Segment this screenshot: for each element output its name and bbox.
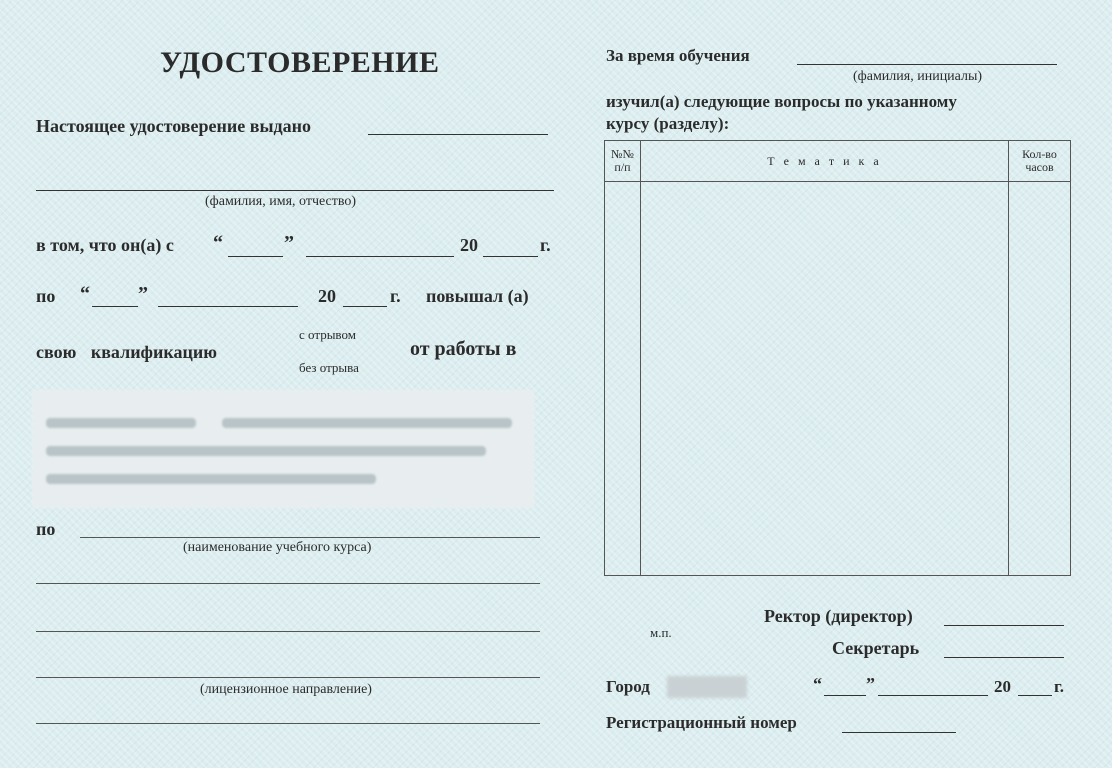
city-label: Город [606, 677, 650, 696]
col-topic-label: Т е м а т и к а [767, 153, 882, 168]
improved-label: повышал (а) [426, 286, 529, 306]
from-year-prefix: 20 [460, 235, 478, 255]
date-year-line[interactable] [1018, 695, 1052, 696]
issued-to-line[interactable] [368, 134, 548, 135]
rector-label: Ректор (директор) [764, 606, 913, 626]
topics-table [604, 140, 1071, 576]
without-leave-option[interactable]: без отрыва [299, 360, 359, 375]
course-line[interactable] [80, 537, 540, 538]
qualification-label: свою квалификацию [36, 342, 217, 362]
topics-header-row [605, 141, 1071, 182]
from-year-suffix: г. [540, 235, 551, 255]
to-prefix: по [36, 286, 56, 306]
from-year-line[interactable] [483, 256, 538, 257]
from-quote-close: ” [284, 232, 294, 254]
to-month-line[interactable] [158, 306, 298, 307]
from-month-line[interactable] [306, 256, 454, 257]
studied-line-2: курсу (разделу): [606, 114, 730, 133]
certificate-title: УДОСТОВЕРЕНИЕ [160, 46, 440, 79]
reg-number-label: Регистрационный номер [606, 713, 797, 732]
table-row[interactable] [605, 182, 1071, 576]
secretary-signature-line[interactable] [944, 657, 1064, 658]
with-leave-option[interactable]: с отрывом [299, 327, 356, 342]
to-quote-open: “ [80, 283, 90, 305]
course-prefix: по [36, 519, 56, 539]
to-year-suffix: г. [390, 286, 401, 306]
course-line-3[interactable] [36, 631, 540, 632]
col-hours-header: Кол-во часов [1009, 141, 1071, 182]
from-day-line[interactable] [228, 256, 283, 257]
topic-cell[interactable] [641, 182, 1009, 576]
reg-number-line[interactable] [842, 732, 956, 733]
from-quote-open: “ [213, 232, 223, 254]
to-year-prefix: 20 [318, 286, 336, 306]
hours-cell[interactable] [1009, 182, 1071, 576]
date-month-line[interactable] [878, 695, 988, 696]
fio-line[interactable] [36, 190, 554, 191]
date-quote-open: “ [813, 674, 822, 694]
date-year-suffix: г. [1054, 677, 1065, 696]
to-day-line[interactable] [92, 306, 138, 307]
study-label: За время обучения [606, 46, 750, 65]
initials-caption: (фамилия, инициалы) [853, 69, 983, 84]
redacted-organization [32, 390, 534, 508]
rector-signature-line[interactable] [944, 625, 1064, 626]
date-day-line[interactable] [824, 695, 866, 696]
study-name-line[interactable] [797, 64, 1057, 65]
fio-caption: (фамилия, имя, отчество) [205, 194, 357, 209]
issued-label: Настоящее удостоверение выдано [36, 116, 311, 136]
col-topic-header [641, 141, 1009, 182]
secretary-label: Секретарь [832, 638, 920, 658]
to-year-line[interactable] [343, 306, 387, 307]
number-cell[interactable] [605, 182, 641, 576]
date-quote-close: ” [866, 674, 875, 694]
stamp-place: м.п. [650, 625, 672, 640]
redacted-city [667, 676, 747, 698]
to-quote-close: ” [138, 283, 148, 305]
col-number-header: №№ п/п [605, 141, 641, 182]
from-work-label: от работы в [410, 338, 517, 360]
license-line[interactable] [36, 677, 540, 678]
from-prefix: в том, что он(а) с [36, 235, 174, 255]
course-caption: (наименование учебного курса) [183, 540, 372, 555]
course-line-2[interactable] [36, 583, 540, 584]
license-line-2[interactable] [36, 723, 540, 724]
studied-line-1: изучил(а) следующие вопросы по указанному [606, 92, 957, 111]
license-caption: (лицензионное направление) [200, 682, 372, 697]
date-year-prefix: 20 [994, 677, 1011, 696]
